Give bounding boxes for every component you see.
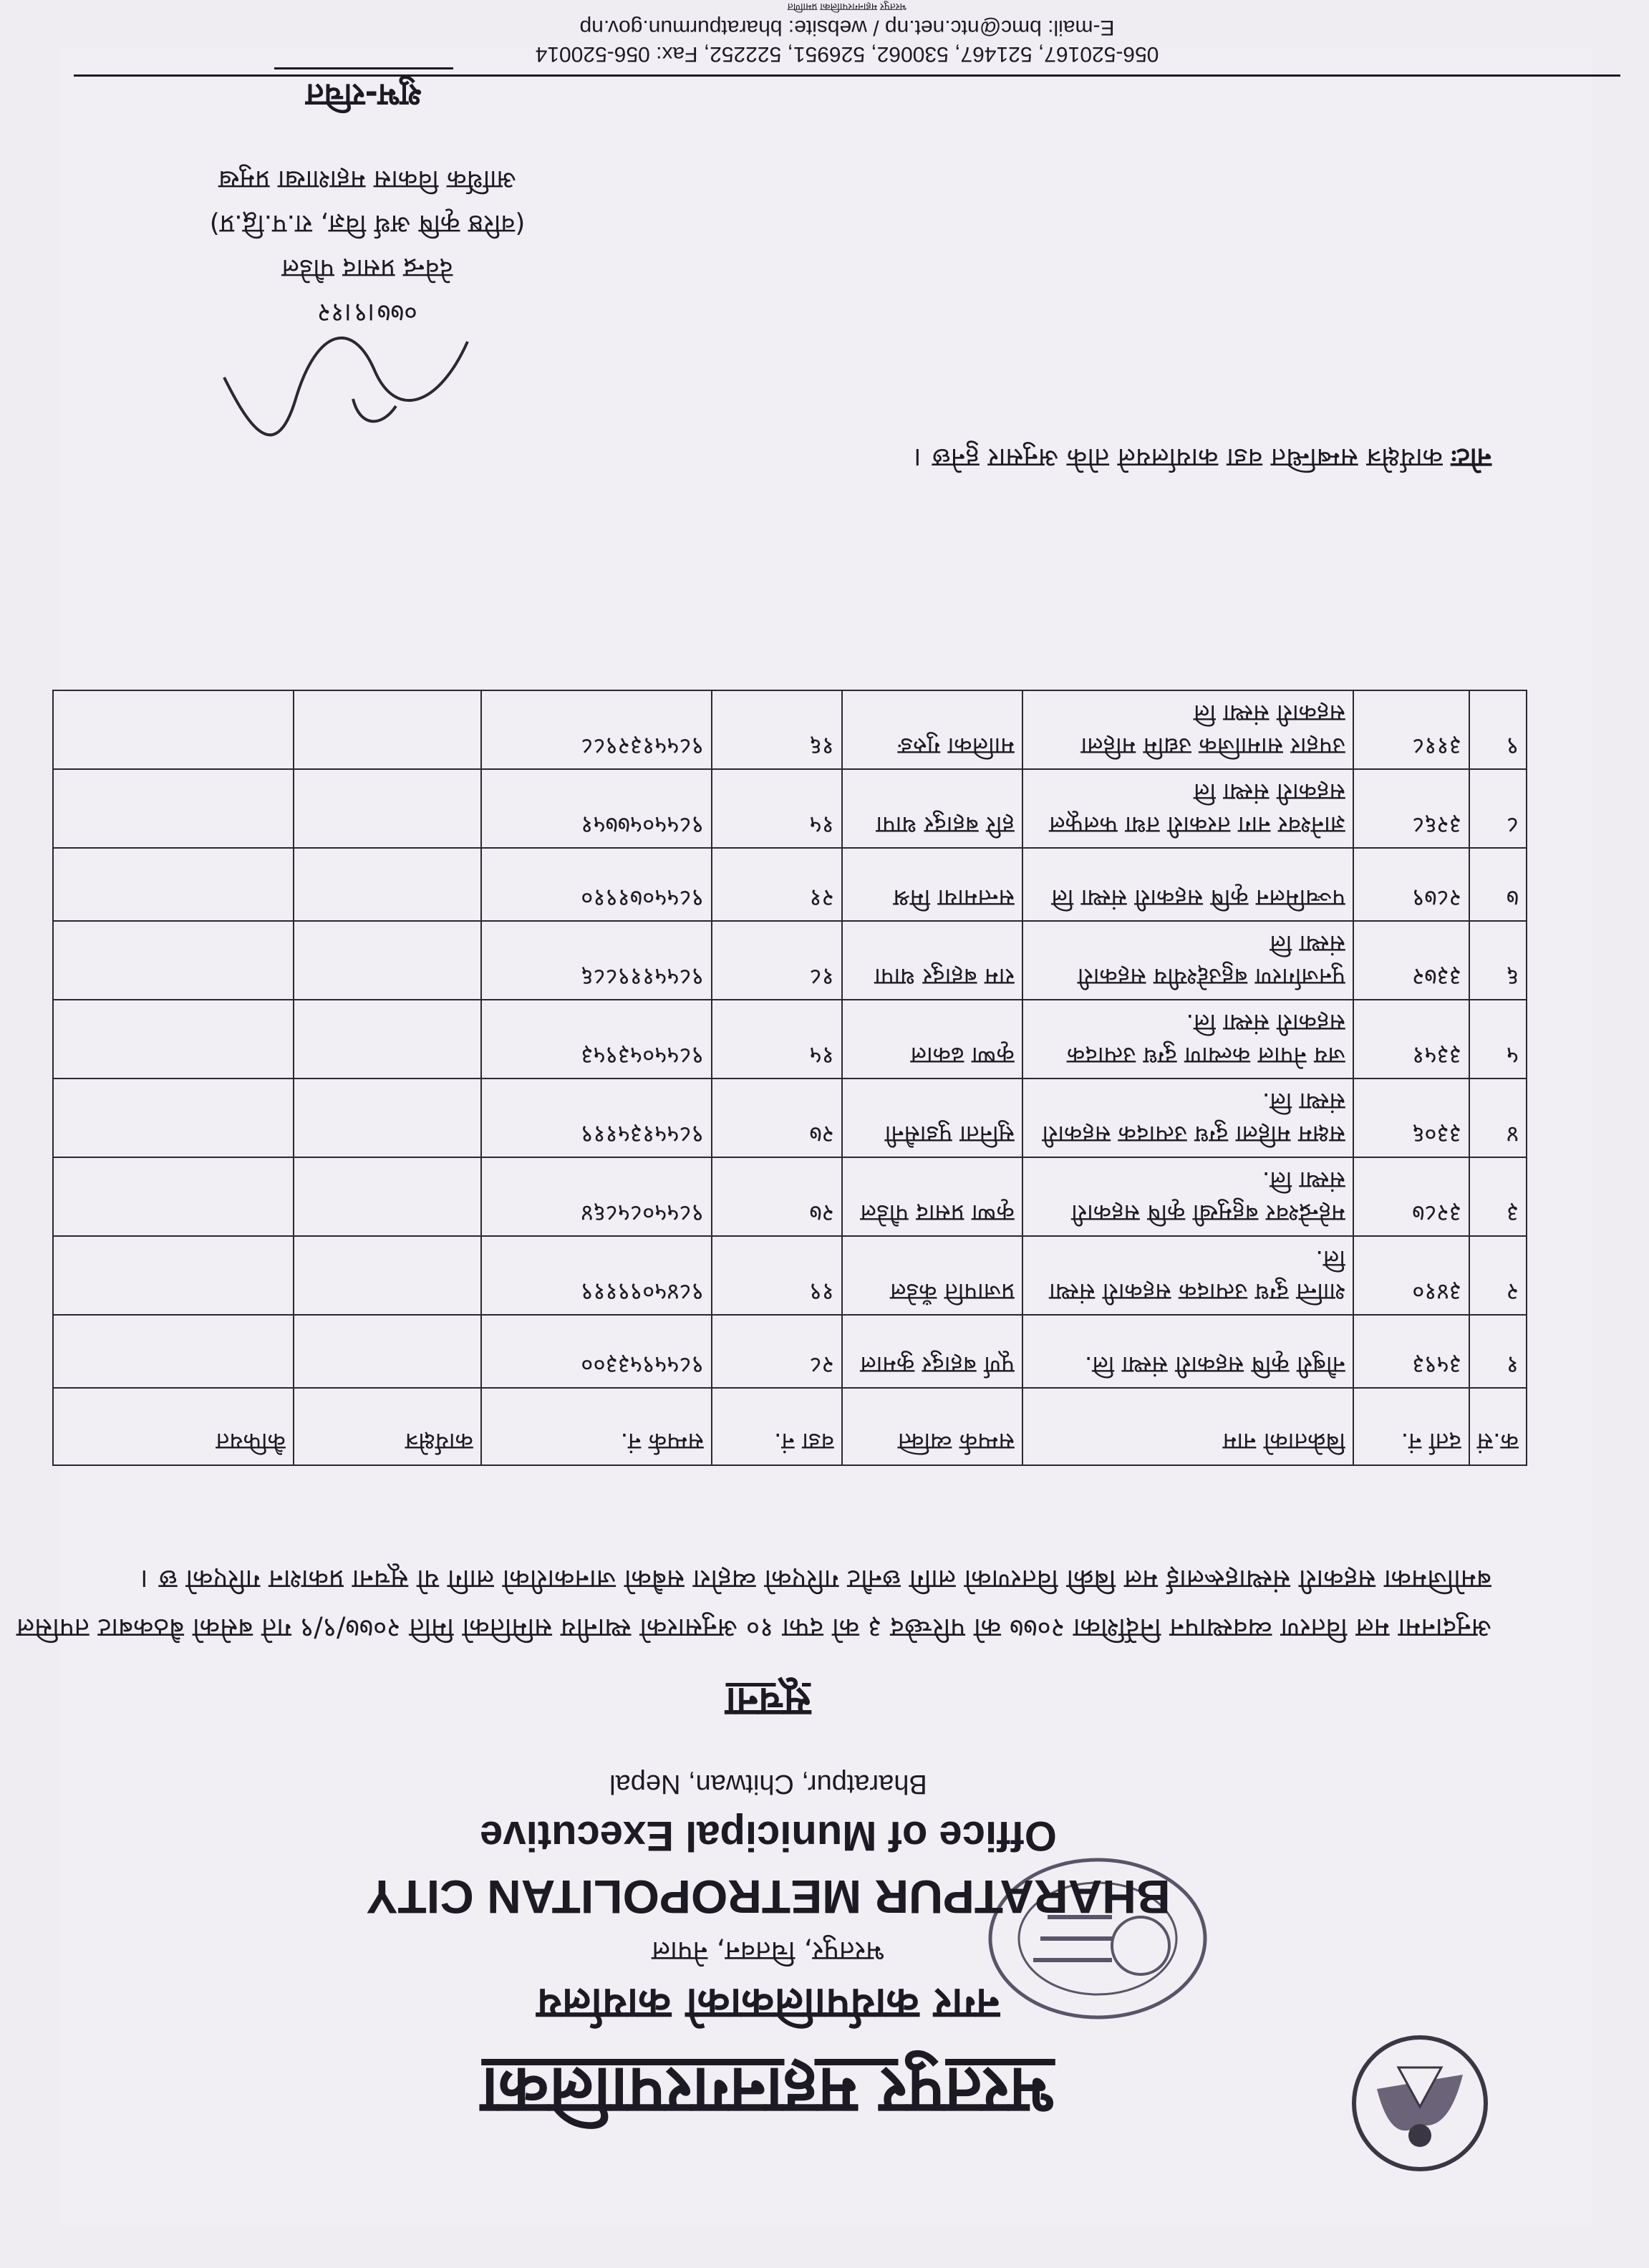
cell-phone-no: ९८५५१३५११९ [481, 1078, 712, 1157]
signature-date: ०७७।९।१२ [317, 298, 417, 327]
signatory-name: देवेन्द्र प्रसाद पौडेल [281, 254, 453, 283]
cell-ward-no: १६ [712, 690, 842, 769]
cell-remarks [53, 848, 294, 921]
cell-remarks [53, 1315, 294, 1388]
paper-sheet [16, 48, 1592, 2225]
cell-contact-person: पूर्ण बहादुर कुमाल [842, 1315, 1022, 1388]
cell-registration-no: ३२८७ [1353, 1157, 1469, 1236]
signatory-role: आर्थिक विकास महाशाखा प्रमुख [218, 165, 516, 194]
cell-serial: ५ [1469, 1000, 1527, 1078]
footer-fine-print: भरतपुर महानगरपालिका प्रमाणित [787, 1, 907, 13]
cell-ward-no: २८ [712, 1315, 842, 1388]
table-row [53, 769, 1527, 848]
footer-divider [74, 74, 1620, 77]
cell-seller-name: सक्षम महिला दुग्ध उत्पादक सहकारी संस्था लि. [1022, 1078, 1353, 1157]
cell-registration-no: ३३०६ [1353, 1078, 1469, 1157]
cell-phone-no: ९८५५१३२९८८ [481, 690, 712, 769]
signatory-block [167, 157, 568, 334]
col-header-serial: क.सं [1469, 1388, 1527, 1465]
cell-contact-person: मालिका गुरुङ [842, 690, 1022, 769]
table-row [53, 1315, 1527, 1388]
cell-remarks [53, 769, 294, 848]
cell-work-area [294, 1236, 481, 1315]
table-row [53, 1078, 1527, 1157]
notice-title: सूचना [725, 1679, 811, 1725]
cell-contact-person: सुनिता पुडासैनी [842, 1078, 1022, 1157]
cell-contact-person: प्रजापति कँडेल [842, 1236, 1022, 1315]
cell-remarks [53, 1236, 294, 1315]
cell-remarks [53, 690, 294, 769]
cell-registration-no: ३११८ [1353, 690, 1469, 769]
cell-serial: २ [1469, 1236, 1527, 1315]
cell-registration-no: २८७९ [1353, 848, 1469, 921]
cell-serial: ४ [1469, 1078, 1527, 1157]
cell-ward-no: २७ [712, 1157, 842, 1236]
cell-registration-no: ३३७२ [1353, 921, 1469, 1000]
cell-ward-no: २७ [712, 1078, 842, 1157]
cell-serial: ८ [1469, 769, 1527, 848]
office-name-nepali: नगर कार्यपालिकाको कार्यालय [536, 1979, 1000, 2029]
cell-registration-no: ३४१० [1353, 1236, 1469, 1315]
cell-contact-person: हरि बहादुर थापा [842, 769, 1022, 848]
note-text: कार्यक्षेत्र सम्बन्धित वडा कार्यालयले तोके अनुसार हुनेछ । [914, 443, 1443, 473]
table-row [53, 921, 1527, 1000]
col-header-work-area: कार्यक्षेत्र [294, 1388, 481, 1465]
cell-seller-name: ज्ञानेश्वर नाग तरकारी तथा फलफूल सहकारी संस्था लि [1022, 769, 1353, 848]
cell-registration-no: ३२६८ [1353, 769, 1469, 848]
cell-remarks [53, 921, 294, 1000]
cell-work-area [294, 848, 481, 921]
cell-seller-name: शान्ति दुग्ध उत्पादक सहकारी संस्था लि. [1022, 1236, 1353, 1315]
cell-phone-no: ९८५५०५७७५१ [481, 769, 712, 848]
footer-phone-fax: 056-520167, 521467, 530062, 526951, 522252, Fax: 056-520014 [535, 42, 1159, 66]
cell-serial: ९ [1469, 690, 1527, 769]
cell-seller-name: नौबुरी कृषि सहकारी संस्था लि. [1022, 1315, 1353, 1388]
notice-intro-paragraph: अनुदानमा मल वितरण व्यवस्थापन निर्देशिका २०७७ को परिच्छेद ३ को दफा १० अनुसारको स्थानीय समितिको मिति २०७७/९/९ गते बसेको बैठकबाट तपसिल बमोजिमका सहकारी संस्थाहरूलाई मल बिक्री वितरणको लागि छनौट गरिएको व्यहोरा सबैको जानकारीको लागि यो सूचना प्रकाशन गरिएको छ । [16, 1564, 1491, 1644]
cell-work-area [294, 921, 481, 1000]
note-line [417, 441, 1491, 478]
cell-seller-name: जय नेपाल कल्याण दुग्ध उत्पादक सहकारी संस्था लि. [1022, 1000, 1353, 1078]
address-nepali: भरतपुर, चितवन, नेपाल [652, 1936, 885, 1967]
cell-seller-name: पञ्चमिलन कृषि सहकारी संस्था लि [1022, 848, 1353, 921]
cell-contact-person: कृष्ण प्रसाद पौडेल [842, 1157, 1022, 1236]
cell-seller-name: उपहार सामाजिक उद्यमि महिला सहकारी संस्था लि [1022, 690, 1353, 769]
note-label: नोटः [1451, 443, 1491, 473]
col-header-ward-no: वडा नं. [712, 1388, 842, 1465]
cell-contact-person: सन्तमाया मिश्र [842, 848, 1022, 921]
cell-phone-no: ९८५५११९८८६ [481, 921, 712, 1000]
cell-registration-no: ३३५१ [1353, 1000, 1469, 1078]
signatory-designation: (वरिष्ठ कृषि अर्थ विज्ञ, रा.प.द्वि.प्र) [209, 209, 526, 238]
col-header-remarks: कैफियत [53, 1388, 294, 1465]
address-english: Bharatpur, Chitwan, Nepal [609, 1769, 927, 1799]
cell-seller-name: पुनर्जागरण बहुउद्देश्यीय सहकारी संस्था लि [1022, 921, 1353, 1000]
selected-cooperatives-table [52, 690, 1527, 1466]
cell-serial: ६ [1469, 921, 1527, 1000]
cell-serial: १ [1469, 1315, 1527, 1388]
cell-serial: ७ [1469, 848, 1527, 921]
cell-seller-name: महेन्द्रेश्वर बहुमुखी कृषि सहकारी संस्था लि. [1022, 1157, 1353, 1236]
table-body [53, 690, 1527, 1388]
footer-email-website: E-mail: bmc@ntc.net.np / website: bharatpurmun.gov.np [579, 16, 1115, 39]
table-header-row [53, 1388, 1527, 1465]
col-header-seller-name: बिक्रेताको नाम [1022, 1388, 1353, 1465]
col-header-phone-no: सम्पर्क नं. [481, 1388, 712, 1465]
cell-remarks [53, 1157, 294, 1236]
cell-ward-no: २१ [712, 848, 842, 921]
municipality-name-english: BHARATPUR METROPOLITAN CITY [366, 1871, 1171, 1924]
approval-stamp: शुभ-रचित [274, 67, 453, 120]
cell-work-area [294, 1000, 481, 1078]
municipality-name-nepali: भरतपुर महानगरपालिका [481, 2053, 1055, 2130]
cell-work-area [294, 1078, 481, 1157]
cell-phone-no: ९८५५९५३३०० [481, 1315, 712, 1388]
cell-ward-no: १५ [712, 1000, 842, 1078]
col-header-registration-no: दर्ता नं. [1353, 1388, 1469, 1465]
cell-registration-no: ३५९३ [1353, 1315, 1469, 1388]
cell-work-area [294, 690, 481, 769]
cell-remarks [53, 1000, 294, 1078]
table-row [53, 848, 1527, 921]
cell-work-area [294, 769, 481, 848]
cell-ward-no: १८ [712, 921, 842, 1000]
cell-remarks [53, 1078, 294, 1157]
col-header-contact-person: सम्पर्क व्यक्ति [842, 1388, 1022, 1465]
cell-contact-person: राम बहादुर थापा [842, 921, 1022, 1000]
cell-contact-person: कृष्ण ढकाल [842, 1000, 1022, 1078]
cell-serial: ३ [1469, 1157, 1527, 1236]
office-name-english: Office of Municipal Executive [480, 1813, 1057, 1859]
cell-phone-no: ९८५५०७१९१० [481, 848, 712, 921]
cell-phone-no: ९८४५०९९११९ [481, 1236, 712, 1315]
table-row [53, 1236, 1527, 1315]
cell-phone-no: ९८५५०५३९५३ [481, 1000, 712, 1078]
table-row [53, 1000, 1527, 1078]
table-row [53, 1157, 1527, 1236]
cell-work-area [294, 1315, 481, 1388]
cell-work-area [294, 1157, 481, 1236]
cell-ward-no: १५ [712, 769, 842, 848]
cell-ward-no: १९ [712, 1236, 842, 1315]
table-row [53, 690, 1527, 769]
cell-phone-no: ९८५५०८५८६४ [481, 1157, 712, 1236]
